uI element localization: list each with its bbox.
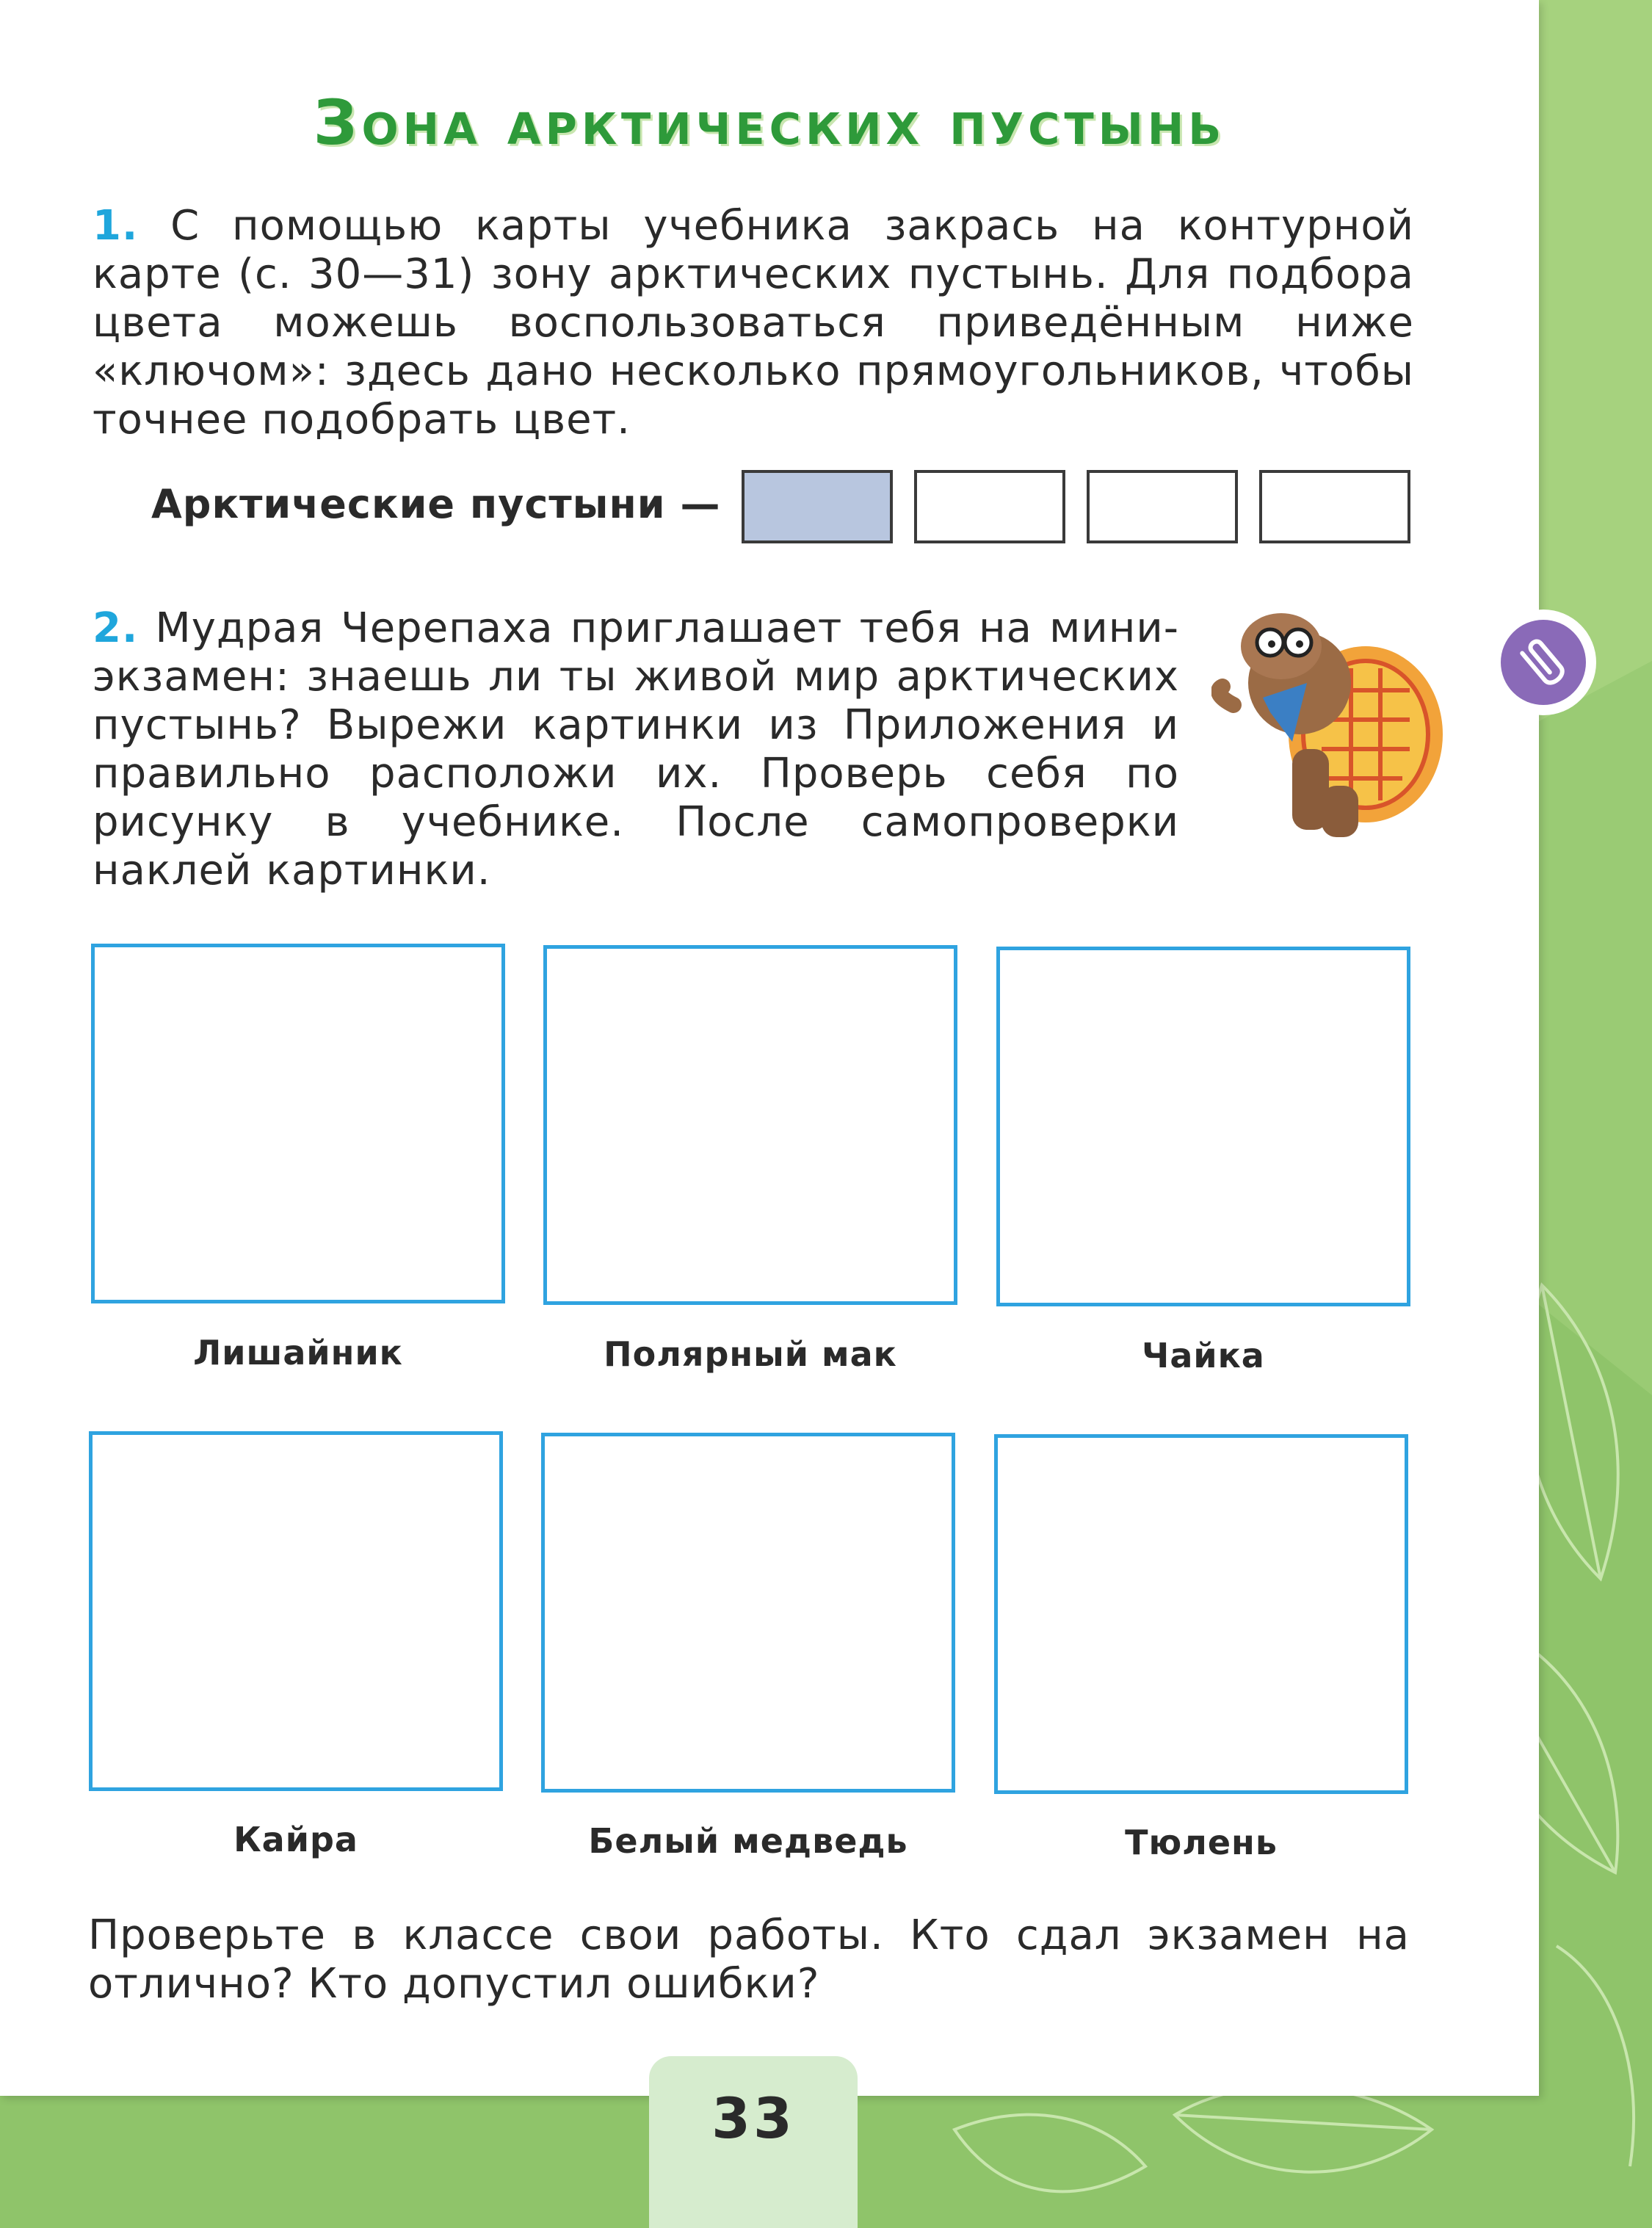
picture-box-polar-bear[interactable] xyxy=(541,1433,955,1793)
turtle-illustration xyxy=(1211,602,1446,844)
box-label: Белый медведь xyxy=(588,1821,908,1861)
picture-box-lichen[interactable] xyxy=(91,944,505,1303)
box-label: Лишайник xyxy=(193,1333,403,1372)
picture-box-gull[interactable] xyxy=(996,947,1410,1306)
box-label: Тюлень xyxy=(1125,1823,1278,1862)
color-swatch-3[interactable] xyxy=(1087,470,1238,543)
color-key-label: Арктические пустыни — xyxy=(151,481,721,527)
picture-box-poppy[interactable] xyxy=(543,945,957,1305)
closing-text: Проверьте в классе свои работы. Кто сдал экзамен на отлично? Кто допустил ошибки? xyxy=(88,1911,1410,2008)
task-2-text: Мудрая Черепаха приглашает тебя на мини-экзамен: знаешь ли ты живой мир арктических пустынь? Вырежи картинки из Приложения и правильно расположи их. Проверь себя по рисунку в учебнике. После самопроверки наклей картинки. xyxy=(93,604,1179,894)
picture-box-seal[interactable] xyxy=(994,1434,1408,1794)
task-1-text: С помощью карты учебника закрась на контурной карте (с. 30—31) зону арктических пустынь. Для подбора цвета можешь воспользоваться приведённым ниже «ключом»: здесь дано несколько прямоугольников, чтобы точнее подобрать цвет. xyxy=(93,202,1414,444)
paperclip-icon[interactable] xyxy=(1501,620,1586,705)
task-2-number: 2. xyxy=(93,604,139,652)
box-label: Чайка xyxy=(1142,1336,1265,1375)
color-swatch-2[interactable] xyxy=(914,470,1065,543)
task-1 xyxy=(93,202,1414,444)
color-swatch-4[interactable] xyxy=(1259,470,1410,543)
picture-box-guillemot[interactable] xyxy=(89,1431,503,1791)
page-number: 33 xyxy=(711,2086,795,2151)
page-title: Зона арктических пустынь xyxy=(313,87,1226,159)
box-label: Кайра xyxy=(233,1820,358,1859)
task-1-number: 1. xyxy=(93,202,139,250)
color-swatch-1[interactable] xyxy=(742,470,893,543)
box-label: Полярный мак xyxy=(604,1334,897,1374)
task-2 xyxy=(93,604,1179,895)
